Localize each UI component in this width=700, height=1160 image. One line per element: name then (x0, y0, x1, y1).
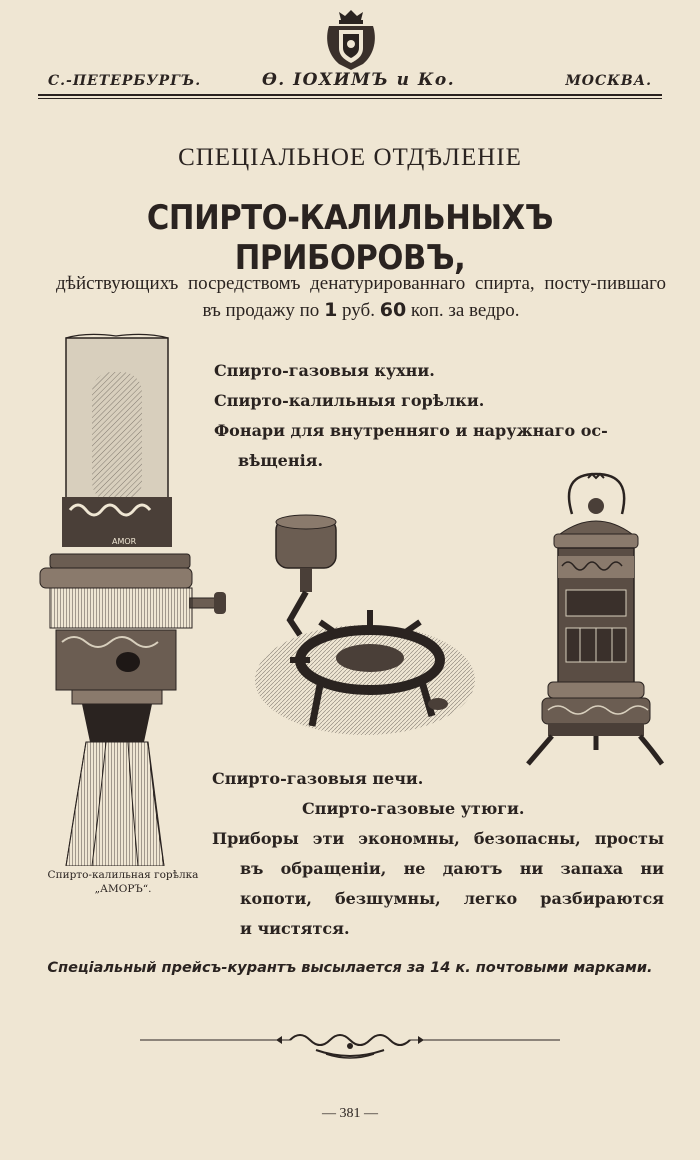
product-list-bottom (212, 764, 664, 944)
header-firm-name: Ѳ. ІОХИМЪ и Ко. (262, 70, 456, 90)
page-number: — 381 — (322, 1106, 378, 1121)
lamp-caption (38, 868, 208, 896)
header-city-right: МОСКВА. (565, 73, 652, 89)
spirit-heater-illustration (520, 468, 670, 768)
header-rule-thick (38, 94, 662, 96)
subtitle (56, 270, 666, 324)
list-item: Спирто-газовыя кухни. (214, 361, 435, 380)
paragraph-line-2: въ обращеніи, не даютъ ни запаха ни (240, 859, 664, 878)
header-city-left: С.-ПЕТЕРБУРГЪ. (48, 73, 202, 89)
decorative-ornament (140, 1024, 560, 1064)
product-list-top (214, 356, 666, 476)
kopecks-label: коп. за ведро. (410, 300, 520, 321)
caption-line-1: Спирто-калильная горѣлка (47, 869, 199, 881)
list-item: Спирто-газовые утюги. (302, 799, 525, 818)
list-item: Спирто-калильныя горѣлки. (214, 391, 485, 410)
lamp-marking: AMOR (112, 537, 137, 546)
rubles-label: руб. (342, 300, 375, 321)
spirit-stove-illustration (250, 510, 480, 740)
price-kopecks: 60 (379, 299, 407, 321)
department-title: СПЕЦІАЛЬНОЕ ОТДѢЛЕНІЕ (178, 144, 522, 171)
burner-lamp-illustration (36, 332, 236, 866)
description-paragraph (212, 824, 664, 944)
page-header (38, 70, 662, 92)
caption-line-2: „АМОРЪ“. (94, 883, 152, 895)
list-item: Спирто-газовыя печи. (212, 769, 424, 788)
header-rule-thin (38, 98, 662, 99)
coat-of-arms-emblem (323, 8, 379, 72)
paragraph-line-4: и чистятся. (240, 919, 350, 938)
price-list-notice: Спеціальный прейсъ-курантъ высылается за 14 к. почтовыми марками. (47, 960, 653, 976)
subtitle-text: дѣйствующихъ посредствомъ денатурированнаго спирта, посту-пившаго въ продажу по (56, 273, 666, 321)
main-title: СПИРТО-КАЛИЛЬНЫХЪ ПРИБОРОВЪ, (146, 198, 554, 278)
paragraph-line-3: копоти, безшумны, легко разбираются (240, 889, 664, 908)
paragraph-line-1: Приборы эти экономны, безопасны, просты (212, 829, 664, 848)
list-item-continuation: вѣщенія. (238, 451, 324, 470)
list-item: Фонари для внутренняго и наружнаго ос- (214, 421, 608, 440)
price-rubles: 1 (324, 299, 338, 321)
